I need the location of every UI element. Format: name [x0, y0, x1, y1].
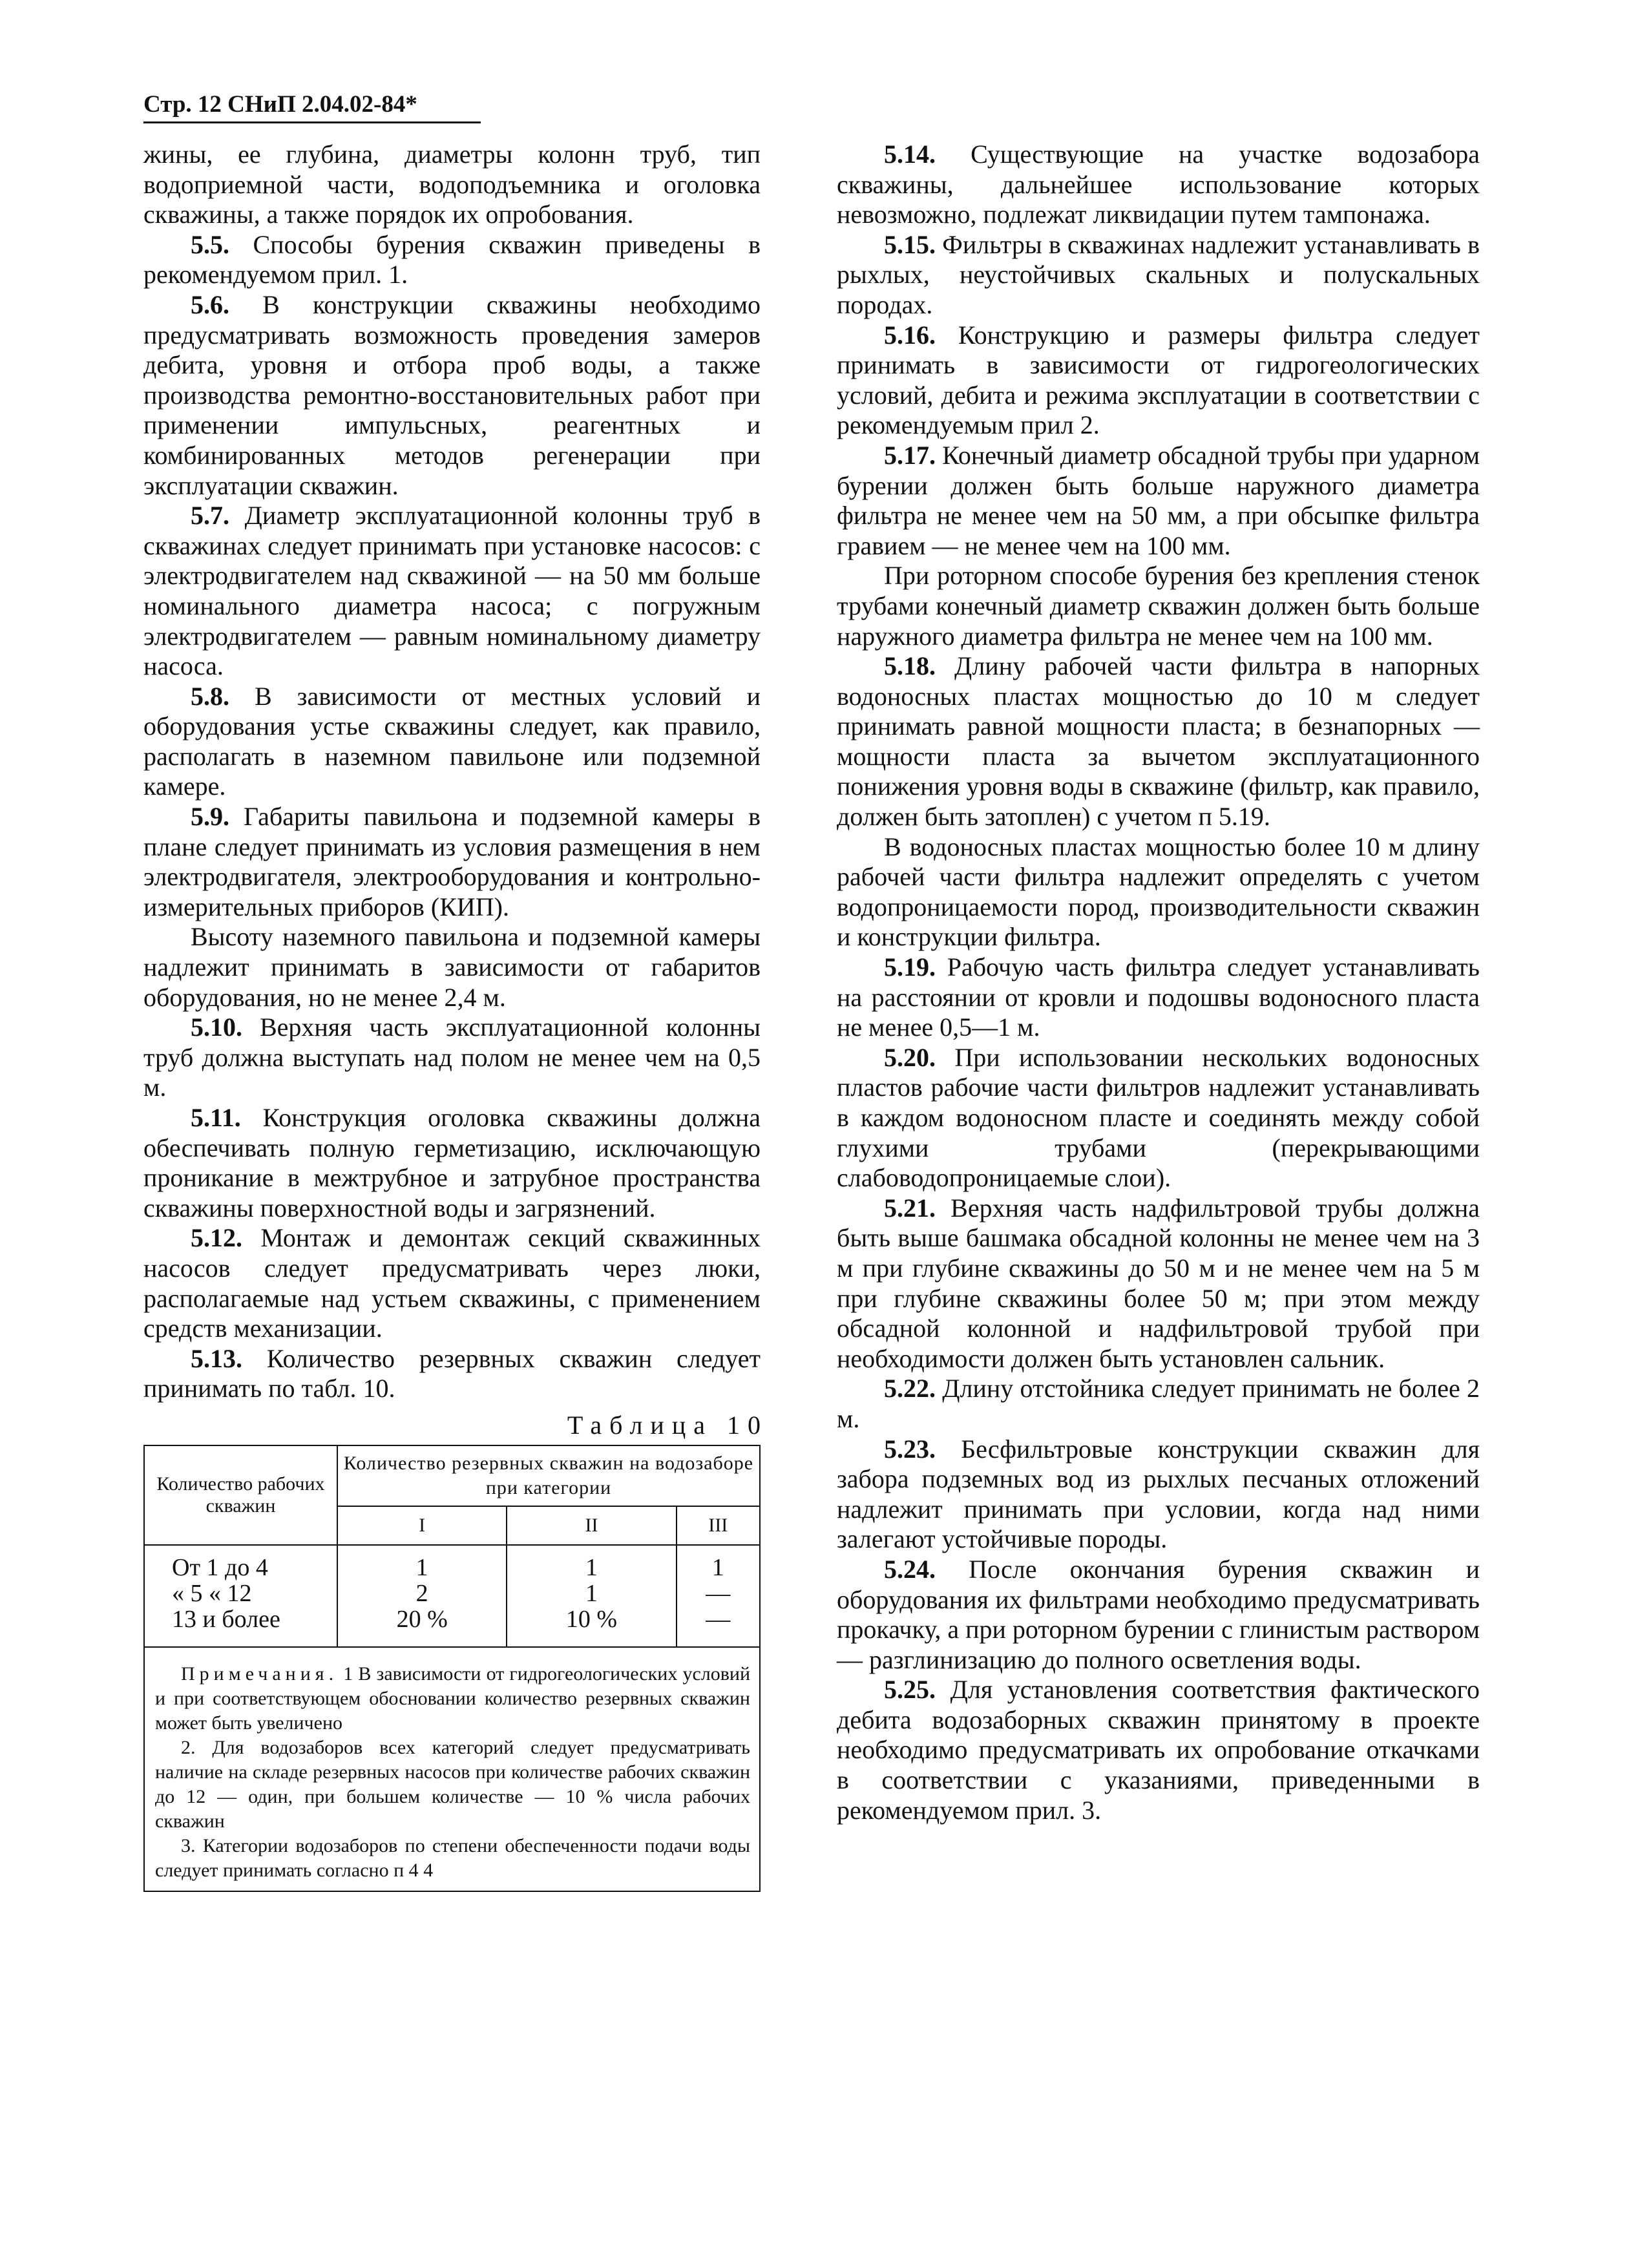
clause-5-6: [143, 290, 761, 501]
table-notes: [145, 1646, 759, 1891]
clause-text: В зависимости от местных условий и оборудования устье скважины следует, как правило, располагать в наземном павильоне или подземной камере.: [143, 681, 761, 801]
clause-5-5: [143, 230, 761, 290]
clause-number: 5.5.: [191, 229, 229, 259]
cell-category-1: 20 %: [337, 1606, 507, 1646]
clause-text: Бесфильтровые конструкции скважин для забора подземных вод из рыхлых песчаных отложений надлежит принимать при условии, когда над ними залегают устойчивые породы.: [837, 1434, 1480, 1554]
clause-5-23: [837, 1434, 1480, 1555]
cell-category-1: 1: [337, 1545, 507, 1580]
clause-text: Монтаж и демонтаж секций скважинных насосов следует предусматривать через люки, располагаемые над устьем скважины, с применением средств механизации.: [143, 1223, 761, 1343]
clause-number: 5.14.: [884, 140, 936, 169]
header-category-2: II: [507, 1506, 676, 1545]
table-row: [145, 1545, 759, 1580]
clause-5-18-paragraph-2: В водоносных пластах мощностью более 10 м длину рабочей части фильтра надлежит определять с учетом водопроницаемости пород, производительности скважин и конструкции фильтра.: [837, 832, 1480, 952]
clause-number: 5.11.: [191, 1103, 241, 1132]
clause-text: Способы бурения скважин приведены в рекомендуемом прил. 1.: [143, 229, 761, 289]
clause-text: Конечный диаметр обсадной трубы при ударном бурении должен быть больше наружного диаметра фильтра не менее чем на 50 мм, а при обсыпке фильтра гравием — не менее чем на 100 мм.: [837, 440, 1480, 560]
clause-5-16: [837, 320, 1480, 441]
clause-5-19: [837, 952, 1480, 1043]
cell-category-1: 2: [337, 1580, 507, 1606]
note-3: 3. Категории водозаборов по степени обеспеченности подачи воды следует принимать согласно п 4 4: [155, 1834, 750, 1881]
row-label: 13 и более: [145, 1606, 337, 1646]
clause-5-12: [143, 1223, 761, 1343]
clause-text: Диаметр эксплуатационной колонны труб в скважинах следует принимать при установке насосов: с электродвигателем над скважиной — на 50 мм больше номинального диаметра насоса; с погружным электродвигателем — равным номинальному диаметру насоса.: [143, 501, 761, 681]
header-rule: [143, 121, 481, 123]
note-1: [155, 1662, 750, 1736]
clause-5-8: [143, 682, 761, 802]
clause-text: Количество резервных скважин следует принимать по табл. 10.: [143, 1343, 761, 1403]
cell-category-3: 1: [711, 1553, 724, 1581]
clause-number: 5.17.: [884, 440, 936, 470]
clause-number: 5.21.: [884, 1193, 936, 1223]
clause-number: 5.23.: [884, 1434, 936, 1464]
clause-text: Рабочую часть фильтра следует устанавливать на расстоянии от кровли и подошвы водоносного пласта не менее 0,5—1 м.: [837, 952, 1480, 1042]
reserve-wells-table: [145, 1446, 759, 1646]
clause-5-10: [143, 1013, 761, 1103]
clause-number: 5.7.: [191, 501, 229, 530]
clause-number: 5.25.: [884, 1675, 936, 1705]
clause-5-17: [837, 441, 1480, 561]
clause-number: 5.6.: [191, 289, 229, 319]
table-10: [143, 1445, 761, 1892]
clause-5-7: [143, 501, 761, 682]
clause-5-18: [837, 651, 1480, 832]
clause-text: Для установления соответствия фактического дебита водозаборных скважин принятому в проекте необходимо предусматривать их опробование откачками в соответствии с указаниями, приведенными в рекомендуемом прил. 3.: [837, 1675, 1480, 1825]
clause-5-17-paragraph-2: При роторном способе бурения без крепления стенок трубами конечный диаметр скважин должен быть больше наружного диаметра фильтра не менее чем на 100 мм.: [837, 561, 1480, 651]
clause-number: 5.24.: [884, 1554, 936, 1584]
cell-category-2: 10 %: [507, 1606, 676, 1646]
clause-text: Габариты павильона и подземной камеры в плане следует принимать из условия размещения в нем электродвигателя, электрооборудования и контрольно-измерительных приборов (КИП).: [143, 802, 761, 921]
clause-5-25: [837, 1675, 1480, 1825]
clause-5-20: [837, 1043, 1480, 1193]
clause-5-24: [837, 1555, 1480, 1675]
cell-category-2: 1: [507, 1580, 676, 1606]
clause-5-13: [143, 1344, 761, 1404]
clause-text: Конструкция оголовка скважины должна обеспечивать полную герметизацию, исключающую проникание в межтрубное и затрубное пространства скважины поверхностной воды и загрязнений.: [143, 1103, 761, 1223]
table-row: [145, 1580, 759, 1606]
paragraph-continuation: жины, ее глубина, диаметры колонн труб, тип водоприемной части, водоподъемника и оголовка скважины, а также порядок их опробования.: [143, 140, 761, 229]
clause-number: 5.15.: [884, 229, 936, 259]
clause-text: Существующие на участке водозабора скважины, дальнейшее использование которых невозможно, подлежат ликвидации путем тампонажа.: [837, 140, 1480, 229]
clause-number: 5.13.: [191, 1343, 242, 1373]
header-working-wells: Количество рабочих скважин: [145, 1446, 337, 1545]
clause-number: 5.16.: [884, 320, 936, 350]
clause-number: 5.20.: [884, 1042, 936, 1072]
clause-number: 5.19.: [884, 952, 936, 982]
clause-5-14: [837, 140, 1480, 230]
table-row: [145, 1606, 759, 1646]
header-category-3: III: [677, 1506, 759, 1545]
cell-category-3: —: [706, 1605, 731, 1633]
row-label: От 1 до 4: [145, 1545, 337, 1580]
cell-category-2: 1: [507, 1545, 676, 1580]
header-category-1: I: [337, 1506, 507, 1545]
clause-text: Верхняя часть надфильтровой трубы должна быть выше башмака обсадной колонны не менее чем на 3 м при глубине скважины до 50 м и не менее чем на 5 м при глубине скважины более 50 м; при этом между обсадной колонной и надфильтровой трубой при необходимости должен быть установлен сальник.: [837, 1193, 1480, 1373]
clause-text: В конструкции скважины необходимо предусматривать возможность проведения замеров дебита, уровня и отбора проб воды, а также производства ремонтно-восстановительных работ при применении импульсных, реагентных и комбинированных методов регенерации при эксплуатации скважин.: [143, 289, 761, 500]
row-label: « 5 « 12: [145, 1580, 337, 1606]
clause-5-9-paragraph-2: Высоту наземного павильона и подземной камеры надлежит принимать в зависимости от габаритов оборудования, но не менее 2,4 м.: [143, 922, 761, 1012]
cell-category-3: —: [706, 1579, 731, 1607]
note-2: 2. Для водозаборов всех категорий следует предусматривать наличие на складе резервных насосов при количестве рабочих скважин до 12 — один, при большем количестве — 10 % числа рабочих скважин: [155, 1736, 750, 1832]
clause-text: Фильтры в скважинах надлежит устанавливать в рыхлых, неустойчивых скальных и полускальных породах.: [837, 229, 1480, 319]
clause-text: После окончания бурения скважин и оборудования их фильтрами необходимо предусматривать прокачку, а при роторном бурении с глинистым раствором — разглинизацию до полного осветления воды.: [837, 1554, 1480, 1674]
clause-5-22: [837, 1374, 1480, 1434]
clause-5-21: [837, 1193, 1480, 1374]
clause-text: Длину отстойника следует принимать не более 2 м.: [837, 1374, 1480, 1433]
clause-number: 5.8.: [191, 681, 229, 711]
left-column: [143, 140, 768, 1892]
clause-text: Конструкцию и размеры фильтра следует принимать в зависимости от гидрогеологических условий, дебита и режима эксплуатации в соответствии с рекомендуемым прил 2.: [837, 320, 1480, 440]
note-1-text: 1 В зависимости от гидрогеологических условий и при соответствующем обосновании количество резервных скважин может быть увеличено: [155, 1663, 751, 1734]
clause-number: 5.9.: [191, 802, 229, 832]
page-header: Стр. 12 СНиП 2.04.02-84*: [143, 91, 417, 118]
clause-5-9: [143, 802, 761, 922]
clause-text: При использовании нескольких водоносных пластов рабочие части фильтров надлежит устанавливать в каждом водоносном пласте и соединять между собой глухими трубами (перекрывающими слабоводопроницаемые слои).: [837, 1042, 1480, 1193]
clause-number: 5.22.: [884, 1374, 936, 1403]
clause-text: Длину рабочей части фильтра в напорных водоносных пластах мощностью до 10 м следует принимать равной мощности пласта; в безнапорных — мощности пласта за вычетом эксплуатационного понижения уровня воды в скважине (фильтр, как правило, должен быть затоплен) с учетом п 5.19.: [837, 651, 1480, 832]
clause-number: 5.12.: [191, 1223, 242, 1253]
clause-number: 5.18.: [884, 651, 936, 681]
notes-title: Примечания.: [181, 1663, 339, 1685]
clause-number: 5.10.: [191, 1013, 242, 1042]
header-reserve-wells: Количество резервных скважин на водозаборе при категории: [337, 1446, 759, 1506]
clause-5-15: [837, 230, 1480, 320]
clause-5-11: [143, 1103, 761, 1223]
table-caption: Таблица 10: [567, 1410, 768, 1440]
right-column: [837, 140, 1480, 1825]
clause-text: Верхняя часть эксплуатационной колонны труб должна выступать над полом не менее чем на 0,5 м.: [143, 1013, 761, 1102]
